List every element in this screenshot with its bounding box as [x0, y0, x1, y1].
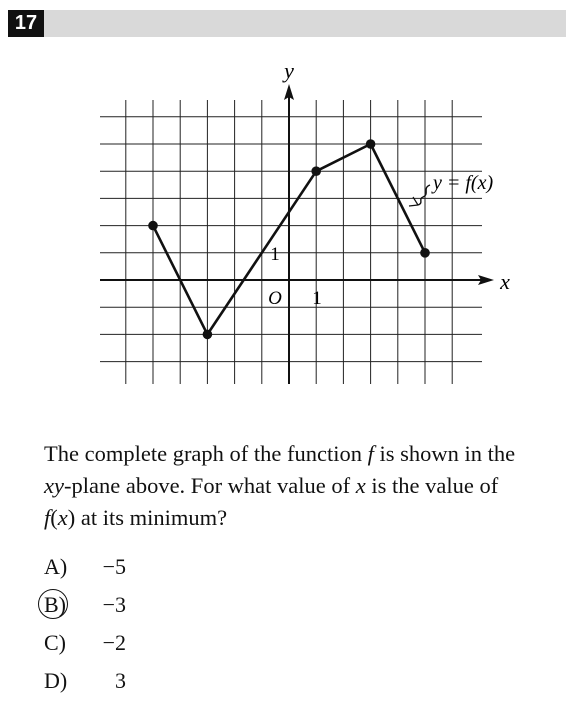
- question-line-3: f(x) at its minimum?: [44, 505, 228, 530]
- axis-x-label: x: [500, 269, 510, 294]
- option-value: 3: [115, 668, 126, 693]
- curve-label: y = f(x): [433, 172, 494, 194]
- question-number: 17: [8, 10, 44, 37]
- data-point: [311, 166, 321, 176]
- question-line-2: xy-plane above. For what value of x is the value of: [44, 473, 499, 498]
- data-point: [148, 221, 158, 231]
- option-c[interactable]: [44, 628, 126, 666]
- selected-circle-icon: [38, 589, 68, 619]
- data-point: [203, 330, 213, 340]
- curve-label-leader: [418, 185, 430, 205]
- option-b[interactable]: [44, 590, 126, 628]
- option-value: −2: [102, 630, 126, 655]
- origin-label: O: [268, 288, 282, 309]
- option-letter: D): [44, 668, 68, 693]
- option-letter: C): [44, 630, 66, 655]
- data-point: [420, 248, 430, 258]
- answer-options: [44, 552, 126, 704]
- option-value: −5: [102, 554, 126, 579]
- tick-x-label: 1: [312, 288, 322, 309]
- option-letter: A): [44, 554, 68, 579]
- question-line-1: The complete graph of the function f is shown in the: [44, 441, 516, 466]
- axes: [100, 84, 494, 384]
- option-letter: B): [44, 590, 86, 620]
- option-d[interactable]: [44, 666, 126, 704]
- option-value: −3: [102, 592, 126, 617]
- axis-y-label: y: [284, 58, 294, 83]
- tick-y-label: 1: [270, 244, 280, 265]
- grid: [100, 100, 482, 384]
- option-a[interactable]: [44, 552, 126, 590]
- data-point: [366, 139, 376, 149]
- question-text: [44, 438, 572, 534]
